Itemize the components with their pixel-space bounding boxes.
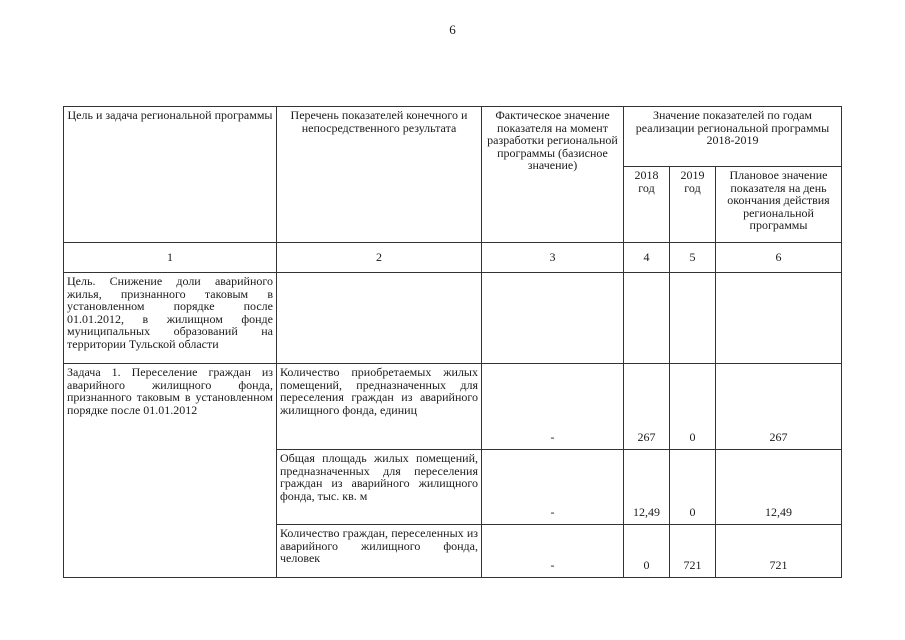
table-row [64,364,842,450]
page-number: 6 [449,22,456,37]
goal-empty-cell [624,273,670,364]
column-number-row [64,243,842,273]
header-indicators: Перечень показателей конечного и непосредственного результата [277,107,482,243]
column-number: 3 [482,243,624,273]
column-number: 6 [716,243,842,273]
indicator-text: Количество приобретаемых жилых помещений, предназначенных для переселения граждан из аварийного жилищного фонда, единиц [277,364,482,450]
header-row-1 [64,107,842,167]
goal-empty-cell [277,273,482,364]
header-goal-task: Цель и задача региональной программы [64,107,277,243]
indicators-table [63,106,842,578]
goal-empty-cell [716,273,842,364]
header-base-value: Фактическое значение показателя на момент разработки региональной программы (базисное значение) [482,107,624,243]
column-number: 2 [277,243,482,273]
base-value: - [482,525,624,578]
value-2019: 0 [670,450,716,525]
column-number: 5 [670,243,716,273]
column-number: 1 [64,243,277,273]
base-value: - [482,450,624,525]
base-value: - [482,364,624,450]
task-text: Задача 1. Переселение граждан из аварийного жилищного фонда, признанного таковым в установленном порядке после 01.01.2012 [64,364,277,578]
value-2018: 0 [624,525,670,578]
goal-empty-cell [670,273,716,364]
value-2018: 267 [624,364,670,450]
goal-empty-cell [482,273,624,364]
plan-value: 267 [716,364,842,450]
header-2018: 2018 год [624,167,670,243]
value-2018: 12,49 [624,450,670,525]
plan-value: 721 [716,525,842,578]
header-2019: 2019 год [670,167,716,243]
value-2019: 0 [670,364,716,450]
goal-row [64,273,842,364]
indicator-text: Количество граждан, переселенных из аварийного жилищного фонда, человек [277,525,482,578]
value-2019: 721 [670,525,716,578]
indicator-text: Общая площадь жилых помещений, предназначенных для переселения граждан из аварийного жилищного фонда, тыс. кв. м [277,450,482,525]
header-plan: Плановое значение показателя на день окончания действия региональной программы [716,167,842,243]
column-number: 4 [624,243,670,273]
header-year-values: Значение показателей по годам реализации региональной программы 2018-2019 [624,107,842,167]
goal-text: Цель. Снижение доли аварийного жилья, признанного таковым в установленном порядке после 01.01.2012, в жилищном фонде муниципальных образований на территории Тульской области [64,273,277,364]
plan-value: 12,49 [716,450,842,525]
